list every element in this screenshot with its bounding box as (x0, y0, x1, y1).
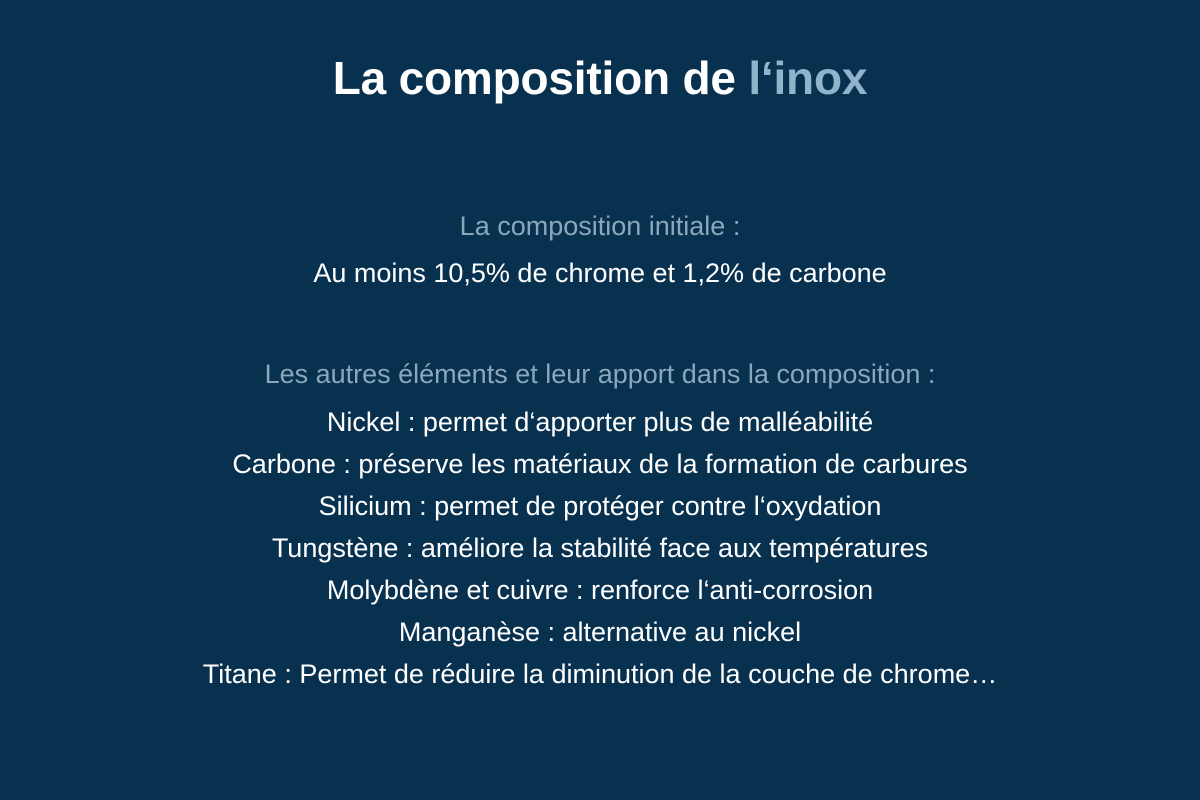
element-line: Manganèse : alternative au nickel (398, 616, 802, 647)
page-title-accent: l‘inox (748, 52, 868, 104)
composition-line: Au moins 10,5% de chrome et 1,2% de carbone (313, 258, 887, 289)
element-line: Molybdène et cuivre : renforce l‘anti-corrosion (326, 574, 874, 605)
section-other-elements (0, 356, 1200, 694)
page-title (333, 52, 867, 105)
element-line: Titane : Permet de réduire la diminution de la couche de chrome… (202, 658, 998, 689)
section-heading-initial: La composition initiale : (459, 210, 741, 241)
page-title-main: La composition de (332, 52, 749, 104)
section-heading-other-elements: Les autres éléments et leur apport dans la composition : (264, 359, 936, 390)
element-line: Nickel : permet d‘apporter plus de malléabilité (326, 406, 874, 437)
section-initial-composition (0, 208, 1200, 294)
element-line: Silicium : permet de protéger contre l‘oxydation (318, 490, 882, 521)
element-line: Tungstène : améliore la stabilité face aux températures (271, 532, 929, 563)
element-line: Carbone : préserve les matériaux de la formation de carbures (232, 448, 968, 479)
